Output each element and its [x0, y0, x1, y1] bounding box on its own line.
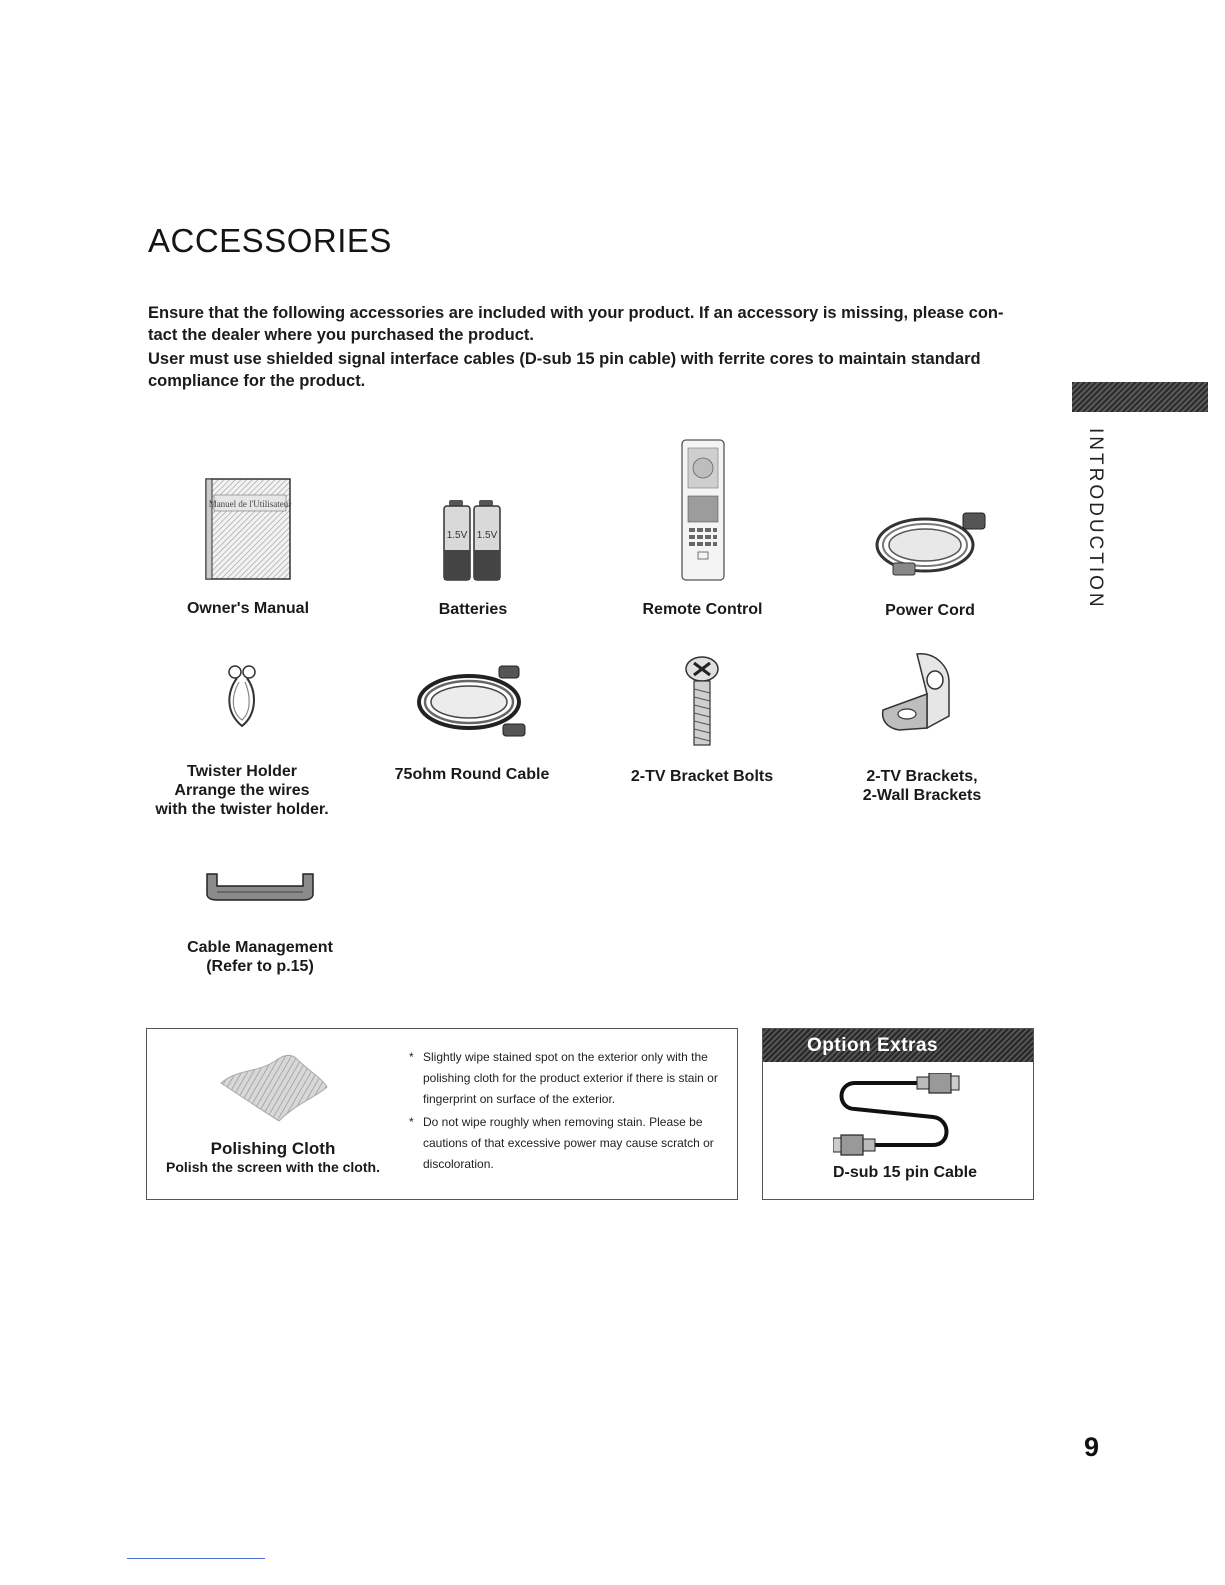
- side-tab-marker: [1072, 382, 1208, 412]
- caption-batteries: Batteries: [438, 601, 508, 618]
- caption-brackets-line2: 2-Wall Brackets: [862, 787, 982, 804]
- round-cable-icon: [407, 662, 537, 740]
- intro-paragraph-1: Ensure that the following accessories are included with your product. If an accessory is missing, please con-tact the dealer where you purchased the product.: [148, 304, 1004, 344]
- cleaning-notes: [409, 1047, 729, 1177]
- caption-twister-line2: Arrange the wires: [174, 782, 310, 799]
- twister-holder-icon: [217, 662, 267, 732]
- cleaning-note: * Slightly wipe stained spot on the exterior only with the polishing cloth for the product exterior if there is stain or fingerprint on surface of the exterior.: [409, 1047, 729, 1110]
- item-brackets: [832, 650, 1012, 805]
- bracket-icon: [877, 650, 967, 732]
- caption-brackets: 2-TV Brackets,: [866, 768, 978, 785]
- dsub-cable-icon: [833, 1073, 963, 1157]
- remote-control-icon: [676, 438, 730, 584]
- item-polishing-cloth: [153, 1051, 393, 1177]
- bolt-icon: [682, 655, 722, 747]
- item-batteries: [393, 500, 553, 619]
- caption-owners-manual: Owner's Manual: [186, 600, 310, 617]
- option-extras-header: Option Extras: [763, 1029, 1033, 1062]
- item-remote-control: [620, 438, 785, 619]
- footer-rule: [127, 1558, 265, 1559]
- caption-round-cable: 75ohm Round Cable: [394, 766, 550, 783]
- caption-cable-management: Cable Management: [187, 939, 333, 956]
- caption-power-cord: Power Cord: [885, 602, 975, 619]
- caption-bracket-bolts: 2-TV Bracket Bolts: [630, 768, 774, 785]
- intro-text: [148, 302, 1028, 394]
- caption-dsub-cable: D-sub 15 pin Cable: [833, 1164, 978, 1181]
- side-tab-label: INTRODUCTION: [1085, 428, 1106, 610]
- caption-cable-management-line2: (Refer to p.15): [206, 958, 314, 975]
- caption-remote-control: Remote Control: [642, 601, 763, 618]
- battery-text: 1.5V: [446, 530, 468, 541]
- option-extras-box: [762, 1028, 1034, 1200]
- battery-text-2: 1.5V: [476, 530, 498, 541]
- caption-polishing-cloth: Polishing Cloth: [210, 1139, 336, 1158]
- page-title: ACCESSORIES: [148, 222, 392, 259]
- polishing-cloth-box: [146, 1028, 738, 1200]
- item-bracket-bolts: [612, 655, 792, 786]
- page-number: 9: [1084, 1432, 1100, 1462]
- item-twister-holder: [152, 662, 332, 819]
- item-dsub-cable: [833, 1073, 978, 1182]
- caption-polishing-cloth-sub: Polish the screen with the cloth.: [166, 1159, 380, 1175]
- item-cable-management: [170, 870, 350, 976]
- item-owners-manual: [168, 475, 328, 618]
- polishing-cloth-icon: [213, 1051, 333, 1125]
- manual-icon: [200, 475, 296, 583]
- cable-management-icon: [203, 870, 317, 904]
- power-cord-icon: [865, 505, 995, 581]
- caption-twister-holder: Twister Holder: [187, 763, 297, 780]
- caption-twister-line3: with the twister holder.: [155, 801, 329, 818]
- intro-paragraph-2: User must use shielded signal interface cables (D-sub 15 pin cable) with ferrite cores to maintain standard compliance for the product.: [148, 350, 981, 390]
- item-round-cable: [392, 662, 552, 784]
- manual-cover-text: Manuel de l'Utilisateur: [208, 499, 292, 509]
- batteries-icon: [441, 500, 505, 582]
- cleaning-note: * Do not wipe roughly when removing stain. Please be cautions of that excessive power may cause scratch or discoloration.: [409, 1112, 729, 1175]
- item-power-cord: [850, 505, 1010, 620]
